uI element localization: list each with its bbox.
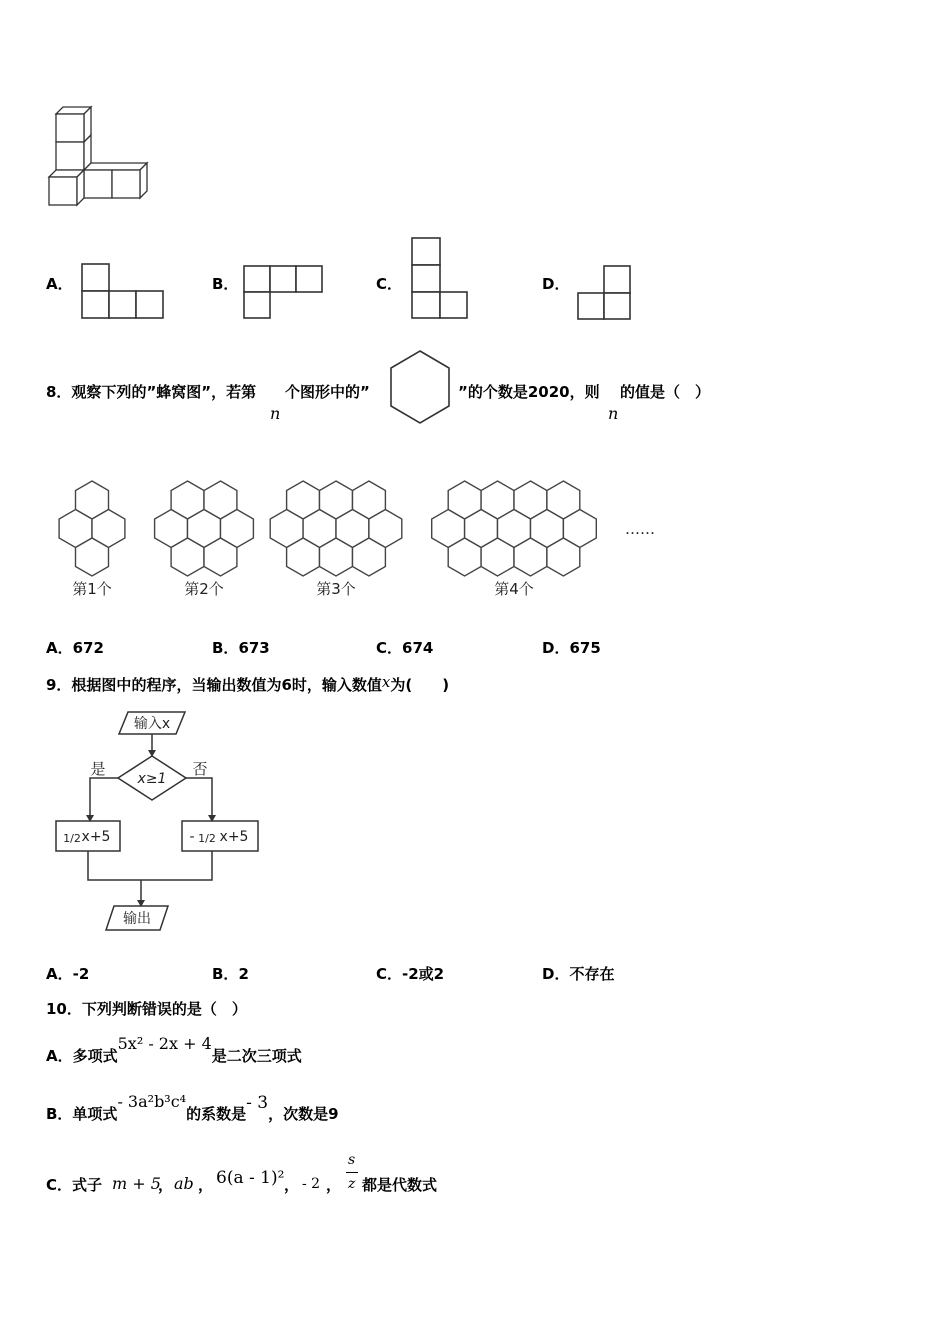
honeycomb-figures <box>40 462 680 604</box>
left-frac: 1/2 <box>63 832 81 845</box>
q8-option-c[interactable]: C．674 <box>376 639 434 657</box>
q10-b-math: - 3a²b³c⁴ <box>117 1092 187 1111</box>
input-label: 输入x <box>133 716 171 732</box>
q10-c-prefix: C．式子 <box>46 1176 103 1194</box>
q9-var-x: x <box>381 673 391 691</box>
q10-c-expr1: m + 5 <box>112 1174 161 1193</box>
right-frac: 1/2 <box>198 832 216 845</box>
q10-option-b[interactable] <box>46 1092 339 1122</box>
left-expr: x+5 <box>81 829 111 845</box>
q10-a-suffix: 是二次三项式 <box>211 1047 302 1065</box>
q10-a-prefix: A．多项式 <box>46 1047 118 1065</box>
option-a-figure <box>80 262 164 320</box>
q9-option-b[interactable]: B．2 <box>212 965 249 983</box>
q8-stem-part4: 的值是（ ） <box>620 383 711 401</box>
q10-b-prefix: B．单项式 <box>46 1105 118 1123</box>
q10-c-expr4: - 2 <box>302 1176 321 1192</box>
cube-stack-figure <box>44 100 154 208</box>
honeycomb-hexagons <box>59 481 596 576</box>
q8-stem-part1: 8．观察下列的”蜂窝图”，若第 <box>46 383 257 401</box>
option-a-label[interactable]: A． <box>46 275 73 293</box>
q10-c-frac-num: s <box>348 1152 356 1168</box>
figure-label-4: 第4个 <box>494 580 534 598</box>
option-b-label[interactable]: B． <box>212 275 239 293</box>
q10-b-mid: 的系数是 <box>186 1105 247 1123</box>
yes-label: 是 <box>90 760 106 778</box>
q10-option-a[interactable] <box>46 1034 302 1064</box>
q10-c-sep1: ， <box>158 1176 174 1194</box>
option-d-label[interactable]: D． <box>542 275 570 293</box>
option-c-label[interactable]: C． <box>376 275 403 293</box>
q10-stem: 10．下列判断错误的是（ ） <box>46 1000 247 1018</box>
hexagon-icon <box>388 349 452 425</box>
figure-label-1: 第1个 <box>72 580 112 598</box>
q10-c-sep3: ， <box>284 1176 300 1194</box>
q8-option-d[interactable]: D．675 <box>542 639 601 657</box>
q10-c-expr3: 6(a - 1)² <box>216 1168 285 1188</box>
q10-c-sep4: ， <box>326 1176 342 1194</box>
q10-c-frac-den: z <box>348 1176 356 1192</box>
program-flowchart <box>50 708 270 940</box>
q9-option-d[interactable]: D．不存在 <box>542 965 615 983</box>
q9-option-c[interactable]: C．-2或2 <box>376 965 445 983</box>
q8-stem-part2: 个图形中的” <box>285 383 370 401</box>
right-prefix: - <box>189 829 195 845</box>
q10-c-expr2: ab <box>174 1174 194 1193</box>
q8-option-b[interactable]: B．673 <box>212 639 270 657</box>
q10-c-suffix: 都是代数式 <box>362 1176 438 1194</box>
output-label: 输出 <box>123 911 151 927</box>
q9-stem: 9．根据图中的程序，当输出数值为6时，输入数值x为( ) <box>46 673 450 694</box>
option-b-figure <box>242 264 324 321</box>
q10-a-math: 5x² - 2x + 4 <box>117 1034 212 1053</box>
figure-label-3: 第3个 <box>316 580 356 598</box>
q10-b-coef: - 3 <box>246 1093 269 1113</box>
q8-var-n-1: n <box>270 404 281 423</box>
right-expr: x+5 <box>219 829 249 845</box>
no-label: 否 <box>192 760 208 778</box>
q8-var-n-2: n <box>608 404 619 423</box>
figure-label-2: 第2个 <box>184 580 224 598</box>
q9-option-a[interactable]: A．-2 <box>46 965 90 983</box>
ellipsis: …… <box>625 520 655 538</box>
q10-c-sep2: ， <box>198 1176 214 1194</box>
q10-c-frac-bar <box>346 1172 358 1173</box>
option-d-figure <box>576 264 634 322</box>
q8-stem-part3: ”的个数是2020，则 <box>458 383 600 401</box>
q10-b-suffix: ，次数是9 <box>268 1105 339 1123</box>
condition-label: x≥1 <box>137 771 167 787</box>
q8-option-a[interactable]: A．672 <box>46 639 104 657</box>
option-c-figure <box>410 236 470 320</box>
